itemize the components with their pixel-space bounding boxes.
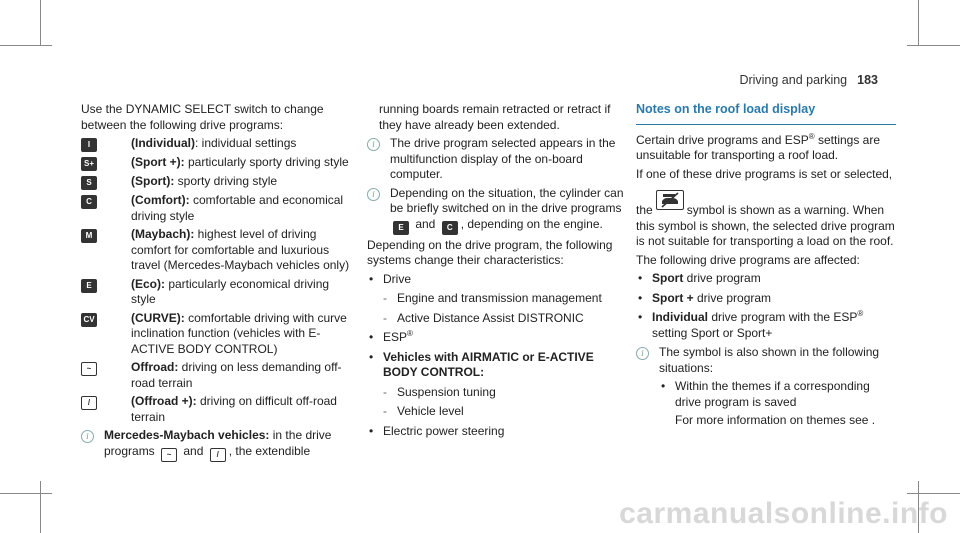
drive-program-item: S (Sport): sporty driving style <box>81 174 353 190</box>
comfort-icon: C <box>442 221 458 235</box>
maybach-note-title: Mercedes-Maybach vehicles: <box>104 428 270 442</box>
list-item: • Sport drive program <box>636 271 896 287</box>
offroad-icon: ~ <box>161 448 177 462</box>
sub-list-item: - Active Distance Assist DISTRONIC <box>367 311 625 327</box>
offroad-icon: ~ <box>81 362 97 376</box>
drive-program-item: M (Maybach): highest level of driving comfort for comfortable and luxurious travel (Mercedes-Maybach vehicles only) <box>81 227 353 274</box>
crop-mark <box>918 0 919 46</box>
crop-mark <box>0 45 52 46</box>
info-icon: i <box>367 138 380 151</box>
continued-text: running boards remain retracted or retract if they have already been extended. <box>379 102 611 132</box>
sub-list-item: - Engine and transmission management <box>367 291 625 307</box>
column-left <box>81 102 353 465</box>
section-heading: Notes on the roof load display <box>636 102 896 125</box>
drive-program-item: CV (CURVE): comfortable driving with curve inclination function (vehicles with E-ACTIVE BODY CONTROL) <box>81 311 353 358</box>
offroad-plus-icon: / <box>81 396 97 410</box>
crop-mark <box>0 493 52 494</box>
list-item: • Vehicles with AIRMATIC or E-ACTIVE BODY CONTROL: <box>367 350 625 381</box>
info-note-symbol: i The symbol is also shown in the following situations: • Within the themes if a corresponding drive program is saved For more information on themes see . <box>636 345 896 429</box>
list-item: • Electric power steering <box>367 424 625 440</box>
sport-plus-icon: S+ <box>81 157 97 171</box>
roof-load-warning-icon <box>656 190 684 210</box>
info-icon: i <box>367 188 380 201</box>
list-item: • Within the themes if a corresponding drive program is saved <box>659 379 896 410</box>
column-middle <box>367 102 625 443</box>
systems-text: Depending on the drive program, the following systems change their characteristics: <box>367 237 613 267</box>
eco-icon: E <box>81 279 97 293</box>
info-note-cylinder: i Depending on the situation, the cylinder can be briefly switched on in the drive programs E and C , depending on the engine. <box>367 186 625 235</box>
drive-program-item: I (Individual): individual settings <box>81 136 353 152</box>
intro-text: Use the DYNAMIC SELECT switch to change between the following drive programs: <box>81 102 324 132</box>
curve-icon: CV <box>81 313 97 327</box>
list-item: • ESP® <box>367 330 625 346</box>
watermark: carmanualsonline.info <box>619 497 948 530</box>
drive-program-list <box>81 136 353 425</box>
crop-mark <box>40 0 41 46</box>
column-right <box>636 102 896 432</box>
drive-program-item: / (Offroad +): driving on difficult off-road terrain <box>81 394 353 425</box>
info-icon: i <box>81 430 94 443</box>
sub-list-item: - Vehicle level <box>367 404 625 420</box>
individual-icon: I <box>81 138 97 152</box>
drive-program-item: S+ (Sport +): particularly sporty driving style <box>81 155 353 171</box>
more-info-text: For more information on themes see . <box>675 413 876 427</box>
section-title: Driving and parking <box>739 73 848 87</box>
maybach-icon: M <box>81 229 97 243</box>
crop-mark <box>907 493 960 494</box>
list-item: • Drive <box>367 272 625 288</box>
drive-program-item: ~ Offroad: driving on less demanding off-road terrain <box>81 360 353 391</box>
sub-list-item: - Suspension tuning <box>367 385 625 401</box>
list-item: • Sport + drive program <box>636 291 896 307</box>
paragraph: If one of these drive programs is set or selected, <box>636 166 893 181</box>
maybach-note: i Mercedes-Maybach vehicles: in the drive programs ~ and / , the extendible <box>81 428 353 462</box>
paragraph: Certain drive programs and ESP® settings are unsuitable for transporting a roof load. <box>636 131 881 162</box>
comfort-icon: C <box>81 195 97 209</box>
list-item: • Individual drive program with the ESP® setting Sport or Sport+ <box>636 310 896 341</box>
drive-program-item: E (Eco): particularly economical driving style <box>81 277 353 308</box>
eco-icon: E <box>393 221 409 235</box>
sport-icon: S <box>81 176 97 190</box>
page-number: 183 <box>857 73 878 87</box>
drive-program-item: C (Comfort): comfortable and economical driving style <box>81 193 353 224</box>
page-header <box>739 73 878 89</box>
crop-mark <box>907 45 960 46</box>
paragraph: The following drive programs are affected: <box>636 252 860 267</box>
paragraph: the symbol is shown as a warning. When this symbol is shown, the selected drive program is not suitable for transporting a load on the roof. <box>636 190 896 250</box>
info-icon: i <box>636 347 649 360</box>
offroad-plus-icon: / <box>210 448 226 462</box>
crop-mark <box>40 481 41 533</box>
info-note-display: i The drive program selected appears in the multifunction display of the on-board computer. <box>367 136 625 183</box>
